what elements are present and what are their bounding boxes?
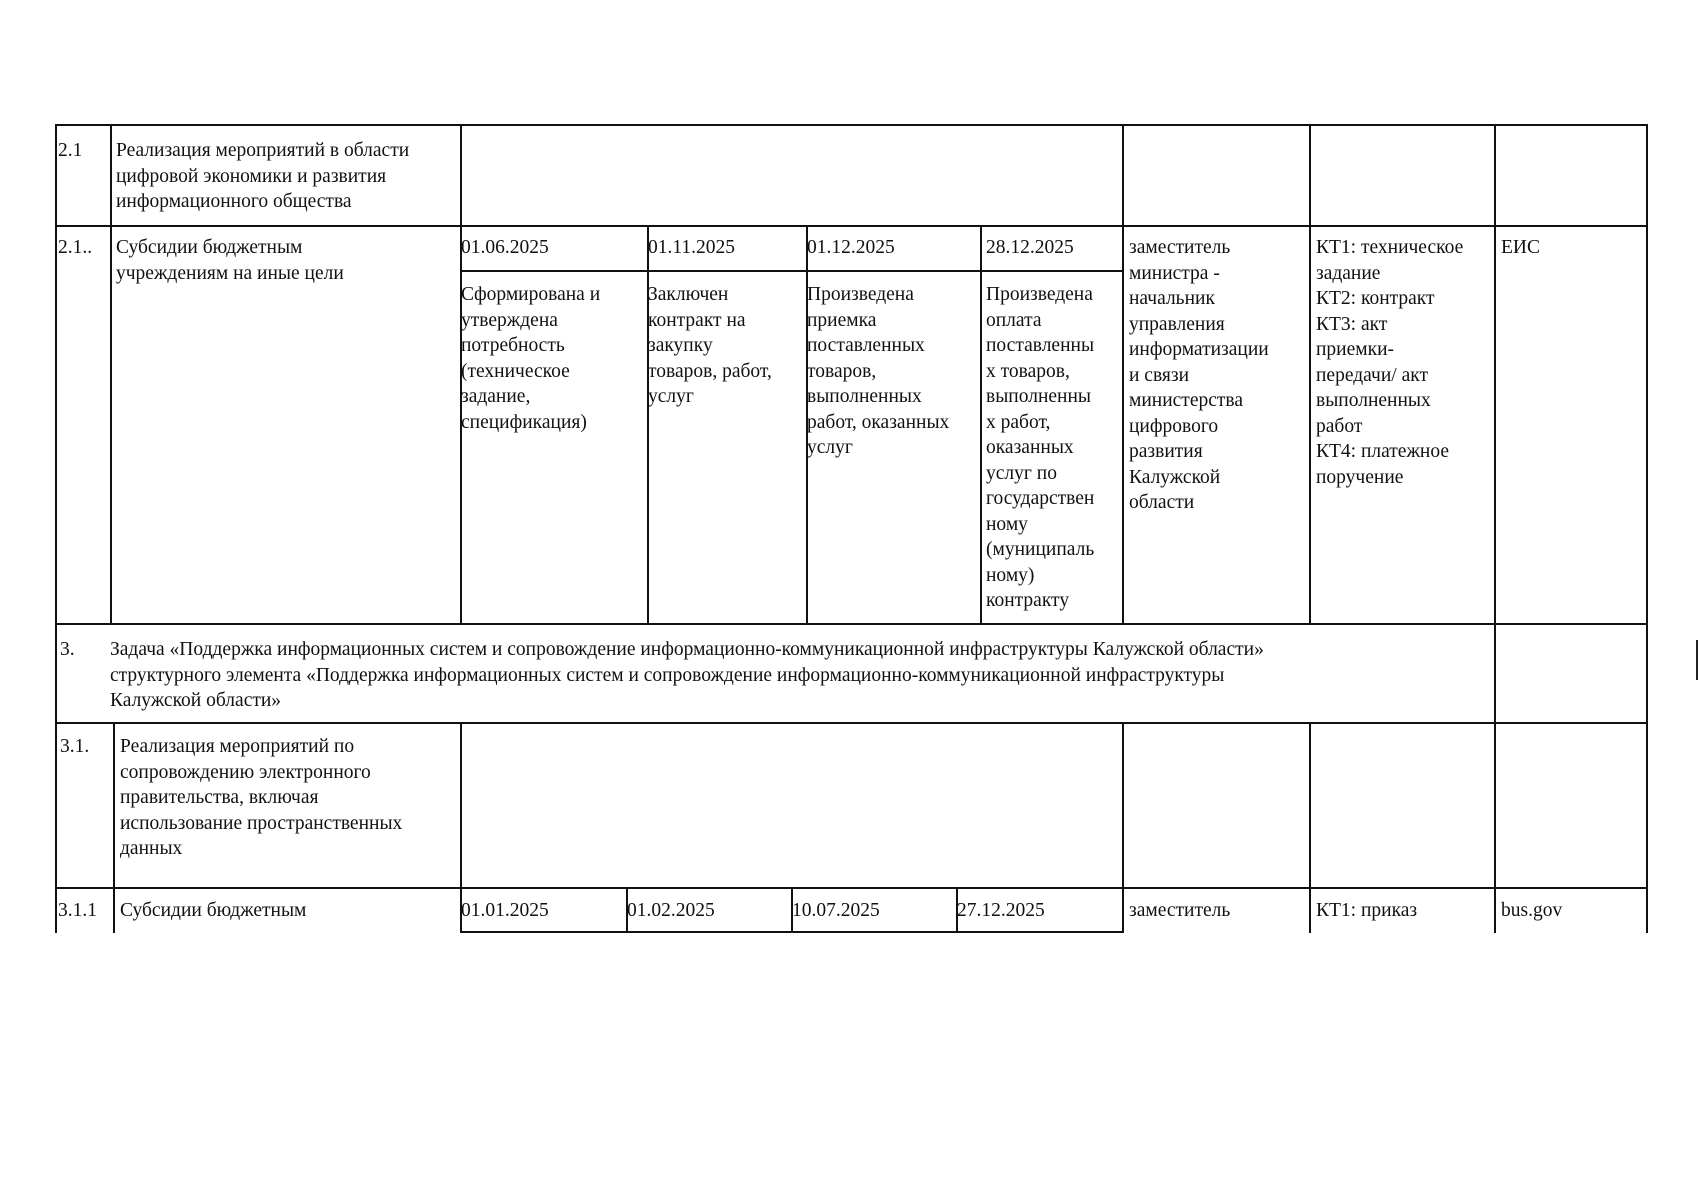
milestone-description: Сформирована и утверждена потребность (техническое задание, спецификация) — [461, 284, 601, 433]
grid-line — [1494, 623, 1496, 724]
grid-line — [113, 722, 115, 933]
grid-line — [110, 124, 112, 625]
control-date: 01.11.2025 — [648, 237, 736, 258]
control-date: 01.01.2025 — [461, 900, 549, 921]
milestone-description: Заключен контракт на закупку товаров, работ, услуг — [648, 284, 772, 407]
grid-line — [1309, 722, 1311, 933]
grid-line — [55, 124, 57, 625]
grid-line — [980, 225, 982, 625]
grid-line — [1646, 124, 1648, 625]
grid-line — [1309, 124, 1311, 625]
grid-line — [55, 722, 57, 933]
row-number: 3.1. — [60, 736, 90, 757]
grid-line — [460, 270, 1123, 272]
control-date: 01.02.2025 — [627, 900, 715, 921]
row-number: 2.1.. — [58, 237, 93, 258]
control-date: 01.12.2025 — [807, 237, 895, 258]
grid-line — [55, 623, 1648, 625]
grid-line — [1646, 722, 1648, 933]
grid-line — [55, 887, 1648, 889]
grid-line — [55, 623, 57, 724]
scan-edge-mark — [1696, 640, 1698, 680]
information-system: bus.gov — [1501, 900, 1563, 921]
responsible-person: заместитель — [1129, 900, 1231, 921]
row-title: Субсидии бюджетным — [120, 900, 307, 921]
grid-line — [1494, 124, 1496, 625]
control-date: 27.12.2025 — [957, 900, 1045, 921]
milestone-description: Произведена приемка поставленных товаров, выполненных работ, оказанных услуг — [807, 284, 950, 458]
information-system: ЕИС — [1501, 237, 1540, 258]
row-number: 3.1.1 — [58, 900, 97, 921]
row-title: Реализация мероприятий по сопровождению электронного правительства, включая использование пространственных данных — [120, 736, 403, 859]
row-title: Реализация мероприятий в области цифровой экономики и развития информационного общества — [116, 140, 410, 212]
confirming-documents: КТ1: приказ — [1316, 900, 1418, 921]
grid-line — [1122, 124, 1124, 625]
task-title: Задача «Поддержка информационных систем и сопровождение информационно-коммуникационной инфраструктуры Калужской области» структурного элемента «Поддержка информационных систем и сопровождение информационно-коммуникационной инфраструктуры Калужской области» — [110, 639, 1264, 711]
confirming-documents: КТ1: техническое задание КТ2: контракт КТ3: акт приемки- передачи/ акт выполненных работ КТ4: платежное поручение — [1316, 237, 1464, 488]
grid-line — [55, 722, 1648, 724]
grid-line — [55, 225, 1648, 227]
grid-line — [55, 124, 1648, 126]
row-number: 2.1 — [58, 140, 83, 161]
grid-line — [1122, 722, 1124, 933]
grid-line — [1646, 623, 1648, 724]
row-title: Субсидии бюджетным учреждениям на иные цели — [116, 237, 344, 284]
grid-line — [1494, 722, 1496, 933]
row-number: 3. — [60, 639, 75, 660]
control-date: 28.12.2025 — [986, 237, 1074, 258]
responsible-person: заместитель министра - начальник управления информатизации и связи министерства цифрового развития Калужской области — [1129, 237, 1269, 513]
control-date: 01.06.2025 — [461, 237, 549, 258]
milestone-description: Произведена оплата поставленны х товаров, выполненны х работ, оказанных услуг по государствен ному (муниципаль ному) контракту — [986, 284, 1095, 611]
control-date: 10.07.2025 — [792, 900, 880, 921]
